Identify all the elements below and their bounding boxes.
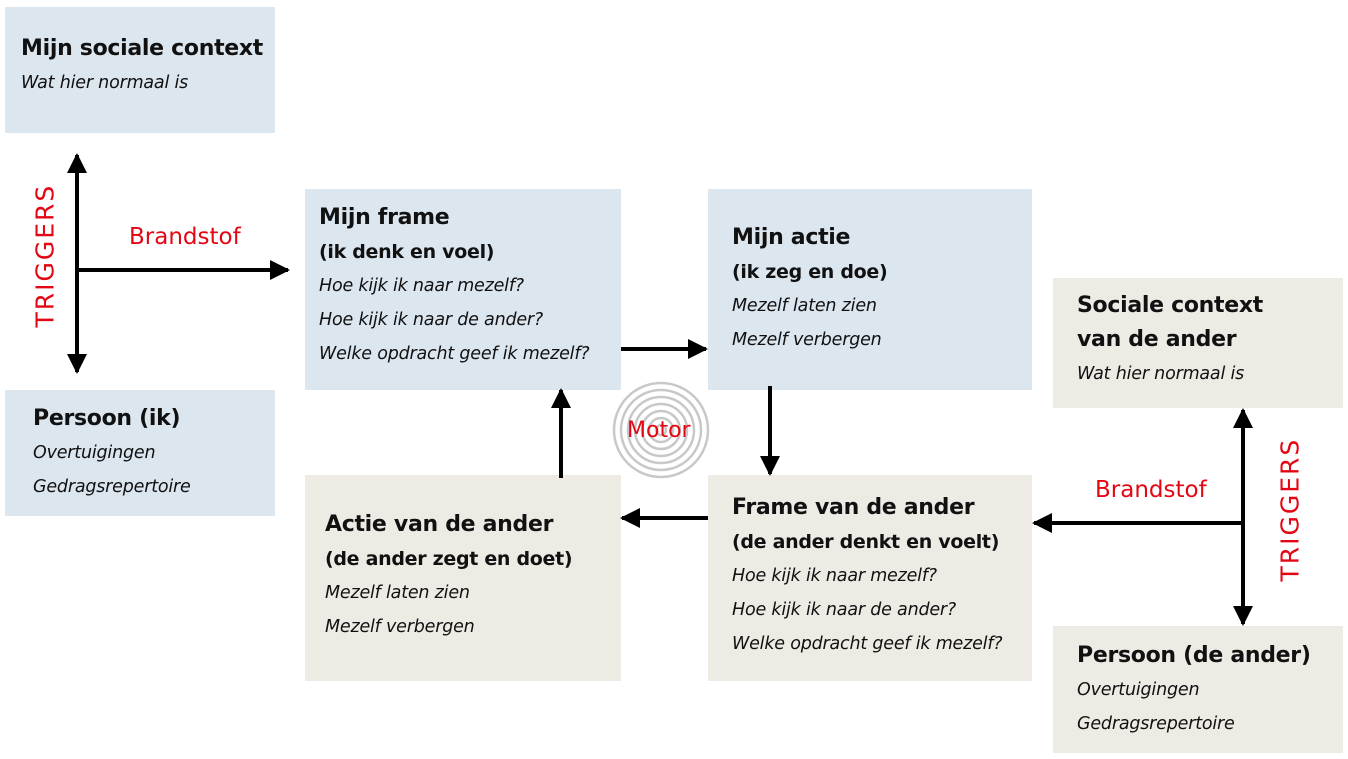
box-title: Mijn actie [732, 225, 851, 250]
box-line: Hoe kijk ik naar de ander? [319, 310, 544, 330]
right-fuel-label: Brandstof [1095, 477, 1207, 503]
box-line: Gedragsrepertoire [33, 477, 191, 497]
box-subtitle: (de ander zegt en doet) [325, 548, 573, 570]
box-line: Mezelf verbergen [325, 617, 475, 637]
box-title: Persoon (ik) [33, 406, 181, 431]
box-title: Persoon (de ander) [1077, 643, 1311, 668]
left-triggers-label: TRIGGERS [30, 183, 60, 328]
motor-label: Motor [627, 418, 691, 443]
box-line: Wat hier normaal is [1077, 364, 1245, 384]
left-fuel-label: Brandstof [129, 224, 241, 250]
box-subtitle: (ik zeg en doe) [732, 261, 888, 283]
box-line: Welke opdracht geef ik mezelf? [319, 344, 590, 364]
box-line: Hoe kijk ik naar mezelf? [732, 566, 937, 586]
box-line: Mezelf verbergen [732, 330, 882, 350]
box-title: Frame van de ander [732, 495, 975, 520]
box-subtitle: (ik denk en voel) [319, 241, 495, 263]
box-line: Mezelf laten zien [325, 583, 470, 603]
right-triggers-label: TRIGGERS [1275, 437, 1305, 582]
box-line: Hoe kijk ik naar de ander? [732, 600, 957, 620]
box-line: Overtuigingen [1077, 680, 1200, 700]
box-title: Sociale context [1077, 293, 1263, 318]
box-title: Actie van de ander [325, 512, 554, 537]
box-title: Mijn frame [319, 205, 450, 230]
box-line: Welke opdracht geef ik mezelf? [732, 634, 1003, 654]
box-subtitle: van de ander [1077, 327, 1237, 352]
box-line: Gedragsrepertoire [1077, 714, 1235, 734]
box-line: Hoe kijk ik naar mezelf? [319, 276, 524, 296]
box-line: Wat hier normaal is [21, 73, 189, 93]
box-title: Mijn sociale context [21, 36, 264, 61]
box-subtitle: (de ander denkt en voelt) [732, 531, 1000, 553]
box-line: Overtuigingen [33, 443, 156, 463]
box-line: Mezelf laten zien [732, 296, 877, 316]
